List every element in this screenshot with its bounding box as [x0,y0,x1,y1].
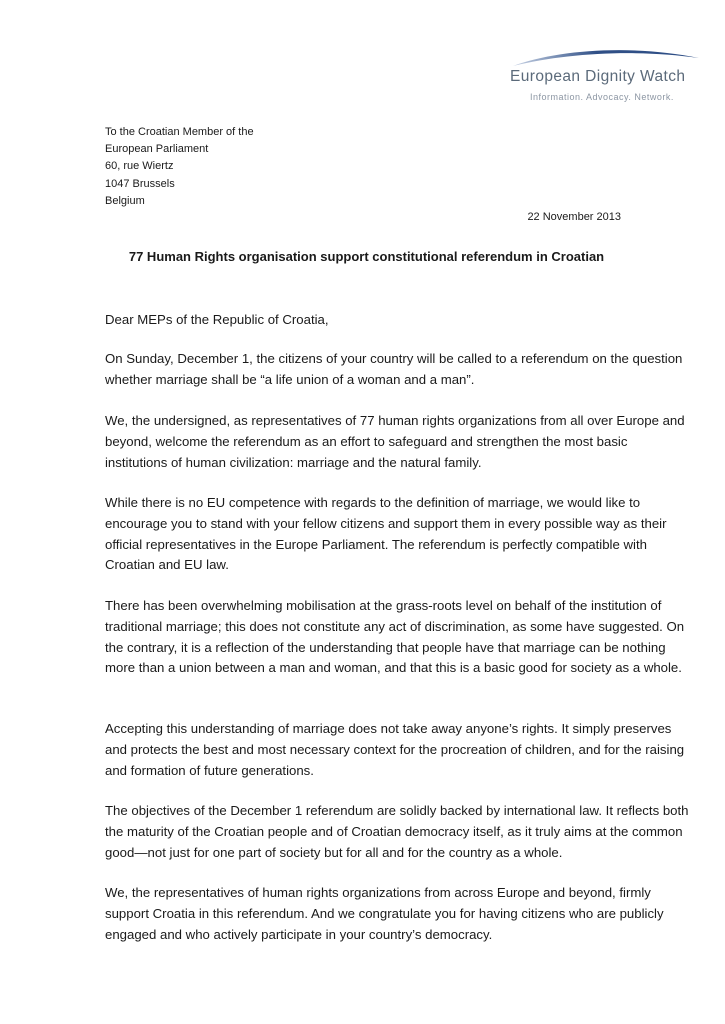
paragraph-text: While there is no EU competence with regards to the definition of marriage, we would like to encourage you to stand with your fellow citizens and support them in every possible way as their official representatives in the Europe Parliament. The referendum is perfectly compatible with Croatian and EU law. [105,495,667,573]
body-paragraph [105,801,693,863]
salutation [105,310,693,331]
salutation-text: Dear MEPs of the Republic of Croatia, [105,312,329,327]
body-paragraph [105,349,693,391]
logo-title: European Dignity Watch [510,68,686,85]
logo-swoosh-icon [511,46,701,68]
address-line: 1047 Brussels [105,177,175,190]
paragraph-text: We, the undersigned, as representatives of 77 human rights organizations from all over Europe and beyond, welcome the referendum as an effort to safeguard and strengthen the most basic institutions of human civilization: marriage and the natural family. [105,413,685,470]
letter-date: 22 November 2013 [527,211,621,223]
body-paragraph [105,493,693,576]
address-line: Belgium [105,194,145,207]
address-line: To the Croatian Member of the [105,126,254,138]
body-paragraph [105,719,693,781]
address-line: 60, rue Wiertz [105,160,174,173]
address-line: European Parliament [105,143,209,156]
organization-logo [505,46,705,106]
letter-title: 77 Human Rights organisation support constitutional referendum in Croatian [128,249,605,264]
paragraph-text: We, the representatives of human rights organizations from across Europe and beyond, firmly support Croatia in this referendum. And we congratulate you for having citizens who are publicly engaged and who actively participate in your country’s democracy. [105,885,664,942]
paragraph-text: The objectives of the December 1 referendum are solidly backed by international law. It reflects both the maturity of the Croatian people and of Croatian democracy itself, as it truly aims at the common good—not just for one part of society but for all and for the country as a whole. [105,803,689,860]
logo-tagline: Information. Advocacy. Network. [530,92,674,102]
body-paragraph [105,883,693,945]
paragraph-text: Accepting this understanding of marriage does not take away anyone’s rights. It simply preserves and protects the best and most necessary context for the procreation of children, and for the raising and formation of future generations. [105,721,685,778]
paragraph-text: On Sunday, December 1, the citizens of your country will be called to a referendum on the question whether marriage shall be “a life union of a woman and a man”. [105,351,683,387]
recipient-address [105,124,254,210]
body-paragraph [105,411,693,473]
paragraph-text: There has been overwhelming mobilisation at the grass-roots level on behalf of the institution of traditional marriage; this does not constitute any act of discrimination, as some have suggested. On the contrary, it is a reflection of the understanding that people have that marriage can be nothing more than a union between a man and woman, and that this is a basic good for society as a whole. [105,598,685,676]
body-paragraph [105,596,693,679]
